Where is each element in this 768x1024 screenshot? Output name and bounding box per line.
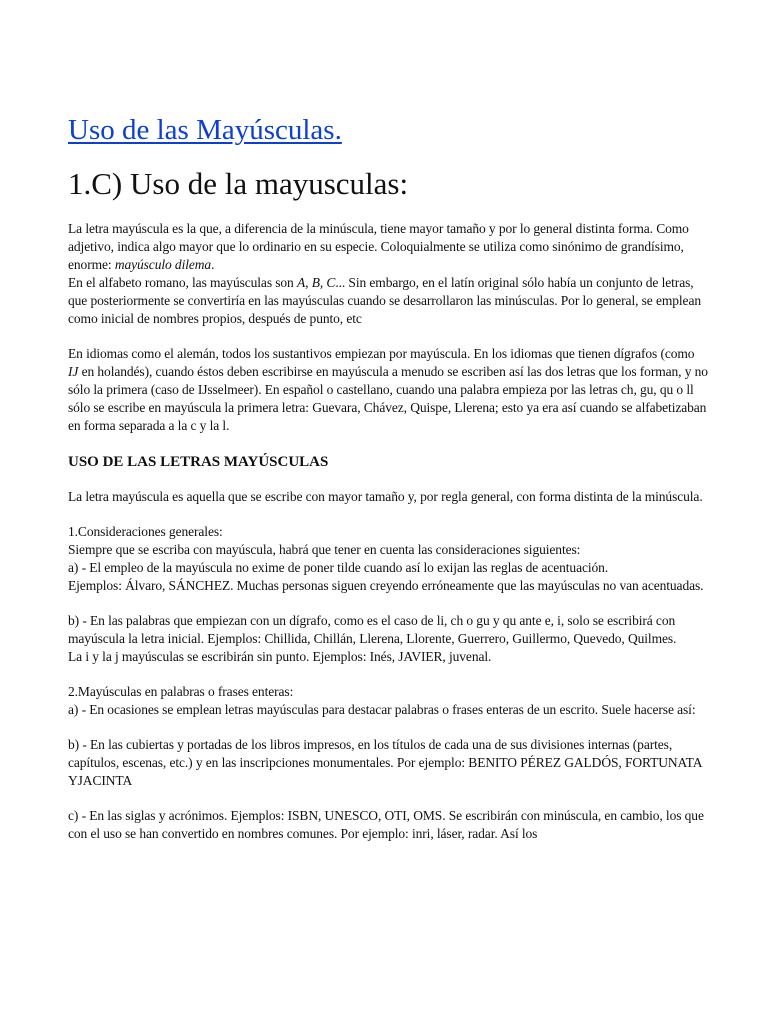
- general-considerations-paragraph: [68, 523, 708, 595]
- general-considerations-line3: a) - El empleo de la mayúscula no exime de poner tilde cuando así lo exijan las reglas de acentuación.: [68, 560, 609, 575]
- document-page: [68, 110, 708, 860]
- whole-words-title: 2.Mayúsculas en palabras o frases enteras:: [68, 684, 294, 699]
- intro-paragraph: [68, 220, 708, 328]
- title-link[interactable]: Uso de las Mayúsculas.: [68, 114, 342, 146]
- intro-line1-emphasis: mayúsculo dilema: [114, 257, 212, 272]
- general-considerations-line4: Ejemplos: Álvaro, SÁNCHEZ. Muchas personas siguen creyendo erróneamente que las mayúsculas no van acentuadas.: [68, 578, 704, 593]
- languages-start: En idiomas como el alemán, todos los sustantivos empiezan por mayúscula. En los idiomas que tienen dígrafos (como: [68, 346, 695, 361]
- general-considerations-title: 1.Consideraciones generales:: [68, 524, 223, 539]
- whole-words-line2: a) - En ocasiones se emplean letras mayúsculas para destacar palabras o frases enteras de un escrito. Suele hacerse así:: [68, 702, 696, 717]
- digraph-line1: b) - En las palabras que empiezan con un dígrafo, como es el caso de li, ch o gu y qu ante e, i, solo se escribirá con mayúscula la letra inicial. Ejemplos: Chillida, Chillán, Llerena, Llorente, Guerrero, Guillermo, Quevedo, Quilmes.: [68, 613, 677, 646]
- languages-paragraph: [68, 345, 708, 435]
- acronyms-paragraph: c) - En las siglas y acrónimos. Ejemplos: ISBN, UNESCO, OTI, OMS. Se escribirán con minúscula, en cambio, los que con el uso se han convertido en nombres comunes. Por ejemplo: inri, láser, radar. Así los: [68, 808, 704, 841]
- section-heading: 1.C) Uso de la mayusculas:: [68, 166, 409, 201]
- languages-emphasis: IJ: [68, 364, 79, 379]
- whole-words-paragraph: [68, 683, 708, 719]
- intro-line2-start: En el alfabeto romano, las mayúsculas son: [68, 275, 297, 290]
- covers-paragraph: b) - En las cubiertas y portadas de los libros impresos, en los títulos de cada una de sus divisiones internas (partes, capítulos, escenas, etc.) y en las inscripciones monumentales. Por ejemplo: BENITO PÉREZ GALDÓS, FORTUNATA YJACINTA: [68, 737, 702, 788]
- intro-line2-emphasis: A, B, C: [297, 275, 336, 290]
- digraph-line2: La i y la j mayúsculas se escribirán sin punto. Ejemplos: Inés, JAVIER, juvenal.: [68, 649, 492, 664]
- definition-paragraph: La letra mayúscula es aquella que se escribe con mayor tamaño y, por regla general, con forma distinta de la minúscula.: [68, 489, 703, 504]
- languages-rest: en holandés), cuando éstos deben escribirse en mayúscula a menudo se escriben así las dos letras que los forman, y no sólo la primera (caso de IJsselmeer). En español o castellano, cuando una palabra empieza por las letras ch, gu, qu o ll sólo se escribe en mayúscula la primera letra: Guevara, Chávez, Quispe, Llerena; esto ya era así cuando se alfabetizaban en forma separada a la c y la l.: [68, 364, 708, 433]
- sub-heading: USO DE LAS LETRAS MAYÚSCULAS: [68, 454, 329, 470]
- intro-line1-end: .: [211, 257, 215, 272]
- general-considerations-line2: Siempre que se escriba con mayúscula, habrá que tener en cuenta las consideraciones siguientes:: [68, 542, 581, 557]
- intro-line1: La letra mayúscula es la que, a diferencia de la minúscula, tiene mayor tamaño y por lo general distinta forma. Como adjetivo, indica algo mayor que lo ordinario en su especie. Coloquialmente se utiliza como sinónimo de grandísimo, enorme:: [68, 221, 689, 272]
- digraph-paragraph: [68, 612, 708, 666]
- intro-line2-rest: ... Sin embargo, en el latín original sólo había un conjunto de letras, que posteriormente se convertiría en las mayúsculas cuando se desarrollaron las minúsculas. Por lo general, se emplean como inicial de nombres propios, después de punto, etc: [68, 275, 701, 326]
